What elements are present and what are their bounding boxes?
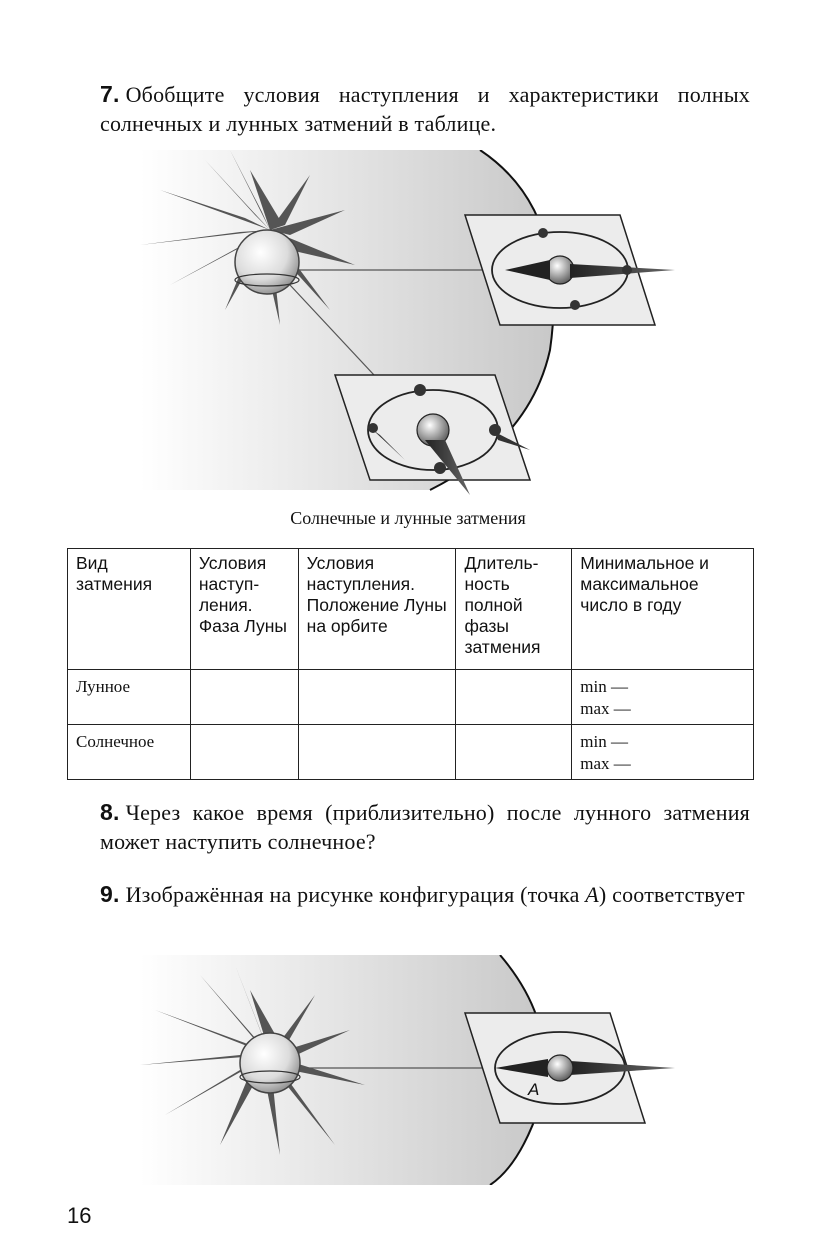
question-number: 7. bbox=[100, 81, 120, 107]
header-cell: Длитель-ность полной фазы затмения bbox=[456, 549, 572, 670]
moon bbox=[414, 384, 426, 396]
figure-caption: Солнечные и лунные затмения bbox=[290, 508, 526, 528]
configuration-diagram bbox=[130, 955, 690, 1185]
min-label: min — bbox=[580, 732, 628, 751]
min-label: min — bbox=[580, 677, 628, 696]
question-9 bbox=[100, 880, 750, 909]
sun bbox=[240, 1033, 300, 1093]
moon bbox=[622, 265, 632, 275]
min-max-cell[interactable] bbox=[572, 670, 754, 725]
answer-cell[interactable] bbox=[456, 670, 572, 725]
page-number: 16 bbox=[67, 1203, 92, 1228]
table-row bbox=[68, 670, 754, 725]
header-cell: Условия наступ-ления. Фаза Луны bbox=[190, 549, 298, 670]
min-max-cell[interactable] bbox=[572, 725, 754, 780]
header-cell: Минимальное и максимальное число в году bbox=[572, 549, 754, 670]
moon bbox=[434, 462, 446, 474]
eclipse-diagram bbox=[130, 150, 690, 500]
moon bbox=[538, 228, 548, 238]
answer-cell[interactable] bbox=[456, 725, 572, 780]
question-text: Изображённая на рисунке конфигурация (точка bbox=[125, 882, 586, 907]
moon bbox=[368, 423, 378, 433]
moon bbox=[570, 300, 580, 310]
point-a-label: A bbox=[528, 1080, 540, 1099]
eclipse-type-cell: Лунное bbox=[68, 670, 191, 725]
table-row bbox=[68, 725, 754, 780]
question-8 bbox=[100, 798, 750, 856]
question-text-end: ) соответствует bbox=[598, 882, 745, 907]
question-7 bbox=[100, 80, 750, 138]
max-label: max — bbox=[580, 699, 631, 718]
answer-cell[interactable] bbox=[190, 725, 298, 780]
table-header-row bbox=[68, 549, 754, 670]
question-number: 9. bbox=[100, 881, 120, 907]
answer-cell[interactable] bbox=[190, 670, 298, 725]
earth bbox=[547, 1055, 573, 1081]
answer-cell[interactable] bbox=[298, 670, 456, 725]
question-number: 8. bbox=[100, 799, 120, 825]
question-text: Через какое время (приблизительно) после лунного затмения может наступить солнечное? bbox=[100, 800, 750, 854]
answer-cell[interactable] bbox=[298, 725, 456, 780]
eclipse-table bbox=[67, 548, 754, 780]
max-label: max — bbox=[580, 754, 631, 773]
question-text: Обобщите условия наступления и характеристики полных солнечных и лунных затмений в таблице. bbox=[100, 82, 750, 136]
header-cell: Вид затмения bbox=[68, 549, 191, 670]
point-label: A bbox=[585, 882, 599, 907]
eclipse-type-cell: Солнечное bbox=[68, 725, 191, 780]
header-cell: Условия наступления. Положение Луны на орбите bbox=[298, 549, 456, 670]
earth-upper bbox=[546, 256, 574, 284]
